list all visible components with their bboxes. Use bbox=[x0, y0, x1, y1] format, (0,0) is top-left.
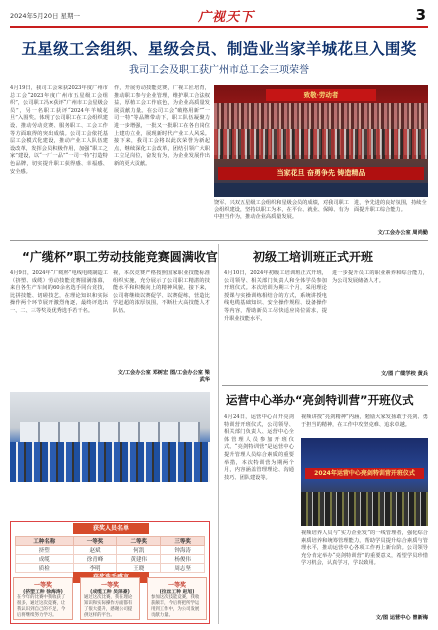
card-name: (拉丝工种 赵旭) bbox=[159, 590, 195, 595]
lecture-title: 运营中心举办“亮剑特训营”开班仪式 bbox=[226, 393, 414, 407]
table-cell: 王晓 bbox=[117, 564, 161, 573]
photo-banner: 2024年运营中心亮剑特训营开班仪式 bbox=[305, 468, 424, 479]
table-header-row bbox=[16, 537, 205, 546]
table-cell: 钟海涛 bbox=[161, 546, 205, 555]
training-title: 初级工培训班正式开班 bbox=[253, 250, 374, 264]
award-table bbox=[15, 536, 205, 573]
section-divider bbox=[10, 240, 428, 241]
contest-column-2: 视，本次竞赛严格按照国家职业技能标准组织实施，充分展示了公司职工精湛的技能水平和积极向上的精神风貌。接下来，公司将继续以赛促学、以赛促练，营造比学赶超的浓厚氛围，不断壮大高技能人才队伍。 bbox=[113, 270, 210, 314]
column-header: 三等奖 bbox=[161, 537, 205, 546]
contest-photo bbox=[10, 392, 210, 482]
table-cell: 何凯 bbox=[117, 546, 161, 555]
card-title: 一等奖 bbox=[100, 582, 119, 589]
lecture-column-3: 视频培养人员与“实力企业发”的一线管理者，强化综合素质培养和统筹管理能力，帮助学员提升综合素质与管理水平，推动运营中心各项工作再上新台阶。公司领导充分肯定举办“亮剑特训营”的重要意义，希望学员珍惜学习机会，认真学习，学以致用。 bbox=[301, 530, 428, 567]
award-ceremony-photo bbox=[214, 85, 428, 197]
lecture-credit: 文/图 运营中心 曾新梅 bbox=[375, 615, 428, 621]
testimonial-card bbox=[80, 577, 140, 620]
table-row bbox=[16, 555, 205, 564]
table-cell: 赵斌 bbox=[73, 546, 117, 555]
card-name: (挤塑工种 徐海涛) bbox=[23, 590, 63, 595]
card-text: 在今年的比赛中我收获了很多，通过这次竞赛，让我认识到自己的不足，今后将继续努力学习。 bbox=[17, 595, 66, 618]
masthead-logo: 广视天下 bbox=[198, 10, 255, 25]
photo-slogan: 当家花旦 奋勇争先 铸造精品 bbox=[218, 167, 424, 180]
issue-date: 2024年5月20日 星期一 bbox=[10, 12, 81, 20]
table-cell: 杨俊伟 bbox=[161, 555, 205, 564]
testimonial-card bbox=[147, 577, 207, 620]
card-name: (成缆工种 吴泽豪) bbox=[90, 590, 130, 595]
table-cell: 质检 bbox=[16, 564, 74, 573]
training-credit: 文/图 广缆学校 黄兵 bbox=[380, 371, 428, 377]
contest-column-1: 4月9日，2024年“广缆杯”电线电缆制造工（挤塑、成缆）劳动技能竞赛圆满落幕，来自各生产车间的60余名选手同台竞技，比拼技能、切磋技艺，在理论知识和实际操作两个环节展开激烈角逐，最终评选出一、二、三等奖及优秀选手若干名。 bbox=[10, 270, 108, 314]
lead-column-1: 4月19日，我司工会荣获2023年度广州市总工会“2023年度广州市五星级工会组织”，公司职工冯×获评“广州市工会星级会员”，另一名职工获评“2024年羊城花旦”入围奖。体现了公司职工在工会组织建设、推动劳动竞赛、服务职工、工会工作等方面取得的突出成绩。公司工会依托基层工会模式化建设，推动产业工人队伍建设改革，发挥会员积极作用，加强“职工之家”建设，以“一厂一品”“一司一特”打造特色品牌，切实提升职工获得感、幸福感、安全感。 bbox=[10, 85, 108, 175]
column-header: 一等奖 bbox=[73, 537, 117, 546]
lead-column-2: 作，开展劳动技能竞赛，广视工匠培育，推动职工参与企业管理，维护职工合法权益，厚植工会工作底色，为企业高质量发展贡献力量。在公司工会“破格用新”“一司一特”等品牌带动下，职工队伍凝聚力进一步增强，一批又一批职工在各自岗位上建功立业，展现新时代产业工人风采。接下来，我司工会将以此次荣誉为新起点，继续深化工会改革，团结引领广大职工立足岗位，奋发有为，为企业发展作出新的更大贡献。 bbox=[114, 85, 210, 167]
card-title: 一等奖 bbox=[167, 582, 186, 589]
testimonial-card bbox=[13, 577, 73, 620]
table-cell: 徐青峰 bbox=[73, 555, 117, 564]
lecture-column-1: 4月24日，运营中心召开亮剑特训营开班仪式，公司领导、相关部门负责人、运营中心全体管理人员参加开班仪式。“亮剑特训营”是运营中心提升管理人员综合素质的重要举措，本次特训营为期两个月，内容涵盖管理理论、沟通技巧、团队建设等。 bbox=[224, 414, 294, 481]
lead-column-4: 进，争先进的良好氛围，持续全面提升职工综合能力。 bbox=[354, 200, 427, 214]
card-text: 参加这次技能竞赛，我收获颇丰，今后将把所学运用到工作中，为公司发展贡献力量。 bbox=[151, 595, 200, 618]
contest-credit: 文/工会办公室 邓树宏 图/工会办公室 梁武华 bbox=[117, 370, 210, 383]
training-column-1: 4月10日，2024年初级工培训班正式开班，公司领导、相关部门负责人和全体学员参加开班仪式。本次培训为期三个月，采用理论授课与实操训练相结合的方式，系统讲授电线电缆基础知识、安全操作规程、设备操作等内容，帮助新员工尽快适应岗位需求，提升职业技能水平。 bbox=[224, 270, 327, 322]
page-number: 3 bbox=[415, 6, 426, 24]
table-cell: 周志坚 bbox=[161, 564, 205, 573]
photo-floor bbox=[214, 183, 428, 197]
column-divider bbox=[218, 244, 219, 624]
masthead bbox=[10, 6, 428, 28]
lead-subhead: 我司工会及职工获广州市总工会三项荣誉 bbox=[129, 65, 309, 76]
table-cell: 挤塑 bbox=[16, 546, 74, 555]
lecture-column-2: 视频讲授“亮剑精神”内涵，勉励大家发扬敢于亮剑、勇于担当的精神，在工作中攻坚克难、追求卓越。 bbox=[301, 414, 428, 428]
award-list-header: 获奖人员名单 bbox=[73, 523, 149, 534]
card-text: 通过这次比赛，我在理论知识和实际操作方面都有了很大提升，感谢公司提供这样的平台。 bbox=[84, 595, 133, 618]
card-title: 一等奖 bbox=[33, 582, 52, 589]
contest-title: “广缆杯”职工劳动技能竞赛圆满收官 bbox=[22, 250, 218, 264]
training-column-2: 进一步提升员工的职业素养和综合能力，为公司发展储备人才。 bbox=[332, 270, 428, 284]
lecture-photo bbox=[301, 438, 428, 526]
column-header: 二等奖 bbox=[117, 537, 161, 546]
table-row bbox=[16, 546, 205, 555]
section-divider bbox=[222, 385, 428, 386]
photo-audience bbox=[301, 492, 428, 526]
photo-crowd-front bbox=[214, 129, 428, 159]
lead-headline: 五星级工会组织、星级会员、制造业当家羊城花旦入围奖 bbox=[21, 40, 417, 58]
column-header: 工种名称 bbox=[16, 537, 74, 546]
table-cell: 李明 bbox=[73, 564, 117, 573]
table-cell: 黄建伟 bbox=[117, 555, 161, 564]
photo-contestants bbox=[10, 442, 210, 482]
photo-banner: 致敬·劳动者 bbox=[266, 89, 376, 101]
photo-workbenches bbox=[20, 422, 200, 442]
photo-caption: 饶军、兴双五星级工会组织和星级会员的成绩，对我司职工会组织建设，坚持以职工为本，在平台、就业、保障、有为中担当作为，推动企业高质量发展。 bbox=[214, 200, 349, 221]
table-cell: 成缆 bbox=[16, 555, 74, 564]
lead-credit: 文/工会办公室 周尚勤 bbox=[377, 230, 428, 236]
